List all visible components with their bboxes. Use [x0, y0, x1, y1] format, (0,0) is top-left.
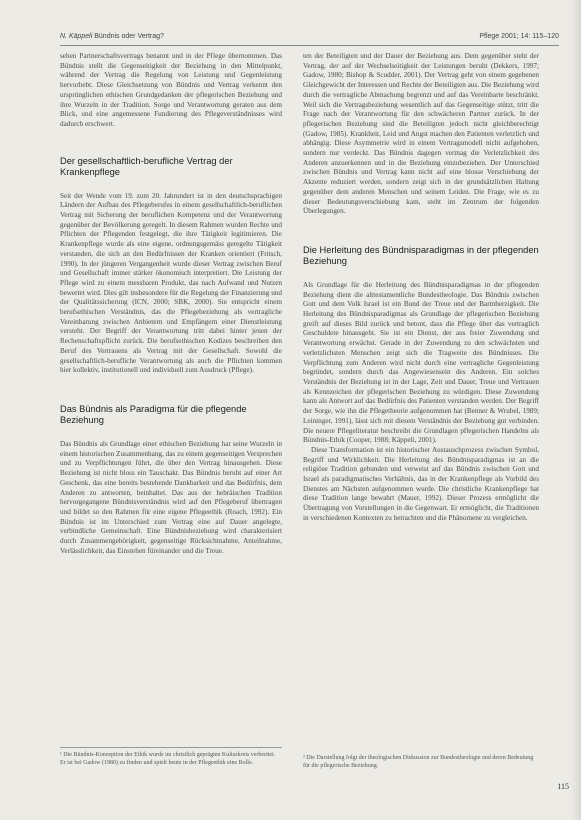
footnote-right — [303, 755, 539, 770]
section-heading-vertrag: Der gesellschaftlich-berufliche Vertrag der Krankenpflege — [60, 155, 233, 177]
running-head-left — [60, 33, 164, 40]
page-number: 115 — [557, 782, 569, 791]
journal-citation: Pflege 2001; 14: 115–120 — [479, 33, 559, 40]
body-paragraph-herleitung: Als Grundlage für die Herleitung des Bündnisparadigmas in der pflegenden Beziehung dient die alttestamentliche Bundestheologie. Das Bündnis zwischen Gott und dem Volk Israel ist ein Bund der Treue und der Barmherzigkeit. Die Herleitung des Bündnisparadigmas als Grundlage der pflegerischen Beziehung greift auf dieses Bild zurück und betont, dass die Pflege über das vertraglich Geschuldete hinausgeht. Sie ist ein Dienst, der aus freier Zuwendung und Verantwortung erwächst. Gerade in der Zuwendung zu den schwächsten und verletzlichsten Menschen zeigt sich die Tragweite des Bündnisses. Die Verpflichtung zum Anderen wird nicht durch eine vertragliche Gegenleistung begründet, sondern durch das Angewiesensein des Anderen. Ein solches Verständnis der Beziehung ist in der Lage, Zeit und Dauer, Treue und Vertrauen als Kennzeichen der pflegerischen Beziehung zu würdigen. Diese Zuwendung kann als Antwort auf das Bedürfnis des Patienten verstanden werden. Der Begriff der Sorge, wie ihn die Pflegetheorie aufgenommen hat (Benner & Wrubel, 1989; Leininger, 1991), lässt sich mit diesem Verständnis der Beziehung gut verbinden. Die neuere Pflegeliteratur beschreibt die Grundlagen pflegerischen Handelns als Bündnis-Ethik (Cooper, 1988; Käppeli, 2001). — [303, 280, 539, 445]
footnote-text-2: ² Die Darstellung folgt der theologischen Diskussion zur Bundestheologie und deren Bedeutung für die pflegerische Beziehung. — [303, 755, 534, 769]
left-column — [60, 52, 282, 556]
body-paragraph-continued: ten der Beteiligten und der Dauer der Beziehung aus. Dem gegenüber steht der Vertrag, der auf der Wechselseitigkeit der Leistungen beruht (Dekkers, 1997; Gadow, 1980; Bishop & Scudder, 2001). Der Vertrag geht von einem gegebenen Gleichgewicht der Interessen und Rechte der Beteiligten aus. Die Beziehung wird durch die vertragliche Abmachung begrenzt und auf das Vereinbarte beschränkt. Weil sich die Vertragsbeziehung wesentlich auf das Gegenseitige stützt, tritt die Frage nach der Verantwortung für den schwächeren Partner zurück. In der pflegerischen Beziehung sind die Beteiligten jedoch nicht gleichberechtigt (Gadow, 1985). Krankheit, Leid und Angst machen den Patienten verletzlich und abhängig. Diese Asymmetrie wird in einem Vertragsmodell nicht aufgehoben, sondern nur verdeckt. Das Bündnis dagegen vermag die Verletzlichkeit des Anderen anzuerkennen und in die Beziehung einzubeziehen. Der Unterschied zwischen Bündnis und Vertrag kann nicht auf eine blosse Verschiebung der Akzente reduziert werden, sondern zeigt sich in der grundsätzlichen Haltung gegenüber dem anderen Menschen und seinem Leiden. Die Frage, wie es zu dieser Bedeutungsverschiebung kam, steht im Zentrum der folgenden Überlegungen. — [303, 52, 539, 216]
author-name: N. Käppeli — [60, 33, 93, 40]
body-paragraph-buendnis: Das Bündnis als Grundlage einer ethischen Beziehung hat seine Wurzeln in einem historischen Zusammenhang, das zu einem gegenseitigen Versprechen und zu Verpflichtungen führt, die über den Vertrag hinausgehen. Diese Beziehung ist nicht bloss ein Tauschakt. Das Bündnis beruht auf einer Art Geschenk, das eine bereits bestehende Dankbarkeit und das Bedürfnis, dem Anderen zu antworten, beinhaltet. Das aus der hebräischen Tradition hervorgegangene Bündnisverständnis wird auf den Pflegeberuf übertragen und bildet so den Rahmen für eine eigene Pflegeethik (Roach, 1992). Ein Bündnis ist im Unterschied zum Vertrag eine auf Dauer angelegte, verbindliche Gemeinschaft. Eine Bündnisbeziehung wird charakterisiert durch Zusammengehörigkeit, gegenseitige Rücksichtnahme, Anteilnahme, Verlässlichkeit, das Einstehen füreinander und die Treue. — [60, 439, 282, 555]
running-head — [60, 33, 559, 46]
section-heading-buendnis: Das Bündnis als Paradigma für die pflegende Beziehung — [60, 403, 247, 425]
section-heading-herleitung: Die Herleitung des Bündnisparadigmas in der pflegenden Beziehung — [303, 244, 539, 266]
body-paragraph-vertrag: Seit der Wende vom 19. zum 20. Jahrundert ist in den deutschsprachigen Ländern der Aufbau des Pflegeberufes in einem gesellschaftlich-beruflichen Vertrag mit Sicherung der beruflichen Kompetenz und der Verantwortung gegenüber der Bevölkerung geregelt. In diesem Rahmen wurden Rechte und Pflichten der Pflegenden festgelegt, die ihre Tätigkeit legitimieren. Die Krankenpflege wurde als eine eigene, ordnungsgemäss geregelte Tätigkeit verstanden, die sich an den Bedürfnissen der Kranken orientiert (Fritsch, 1990). In der jüngeren Vergangenheit wurde dieser Vertrag zwischen Beruf und Gesellschaft immer stärker ökonomisch interpretiert. Die Leistung der Pflege wird zu einem messbaren Produkt, das nach Aufwand und Nutzen bewertet wird. Dies gilt insbesondere für die Regelung der Finanzierung und der Qualitätssicherung (ICN, 2000; SBK, 2000). Sie entspricht einem berufsethischen Verständnis, das die Pflegebeziehung als vertragliche Vereinbarung zwischen Anbietern und Empfängern einer Dienstleistung versteht. Der Begriff der Verantwortung tritt dabei hinter jenen der Rechenschaftspflicht zurück. Die berufsethischen Kodizes beschreiben den Beruf des Vertrauens als Vertrag mit der Gesellschaft. Sowohl die gesellschaftlich-berufliche Verantwortung als auch die Pflichten kommen hier kollektiv, institutionell und individuell zum Ausdruck (Pflege). — [60, 191, 282, 375]
footnote-left — [60, 747, 282, 767]
body-paragraph-transformation: Diese Transformation ist ein historischer Austauschprozess zwischen Symbol, Begriff und Wirklichkeit. Die Herleitung des Bündnisparadigmas ist an die religiöse Tradition gebunden und verweist auf das Bündnis zwischen Gott und Israel als paradigmatisches Verhältnis, das in der Krankenpflege als Vorbild des Dienstes am Nächsten aufgenommen wurde. Die christliche Krankenpflege hat diese Tradition lange bewahrt (Mauer, 1992). Dieser Prozess ermöglicht die Übertragung von Vorstellungen in die Gegenwart. Er ermöglicht, die Traditionen in verschiedenen Kontexten zu betrachten und die Phänomene zu vergleichen. — [303, 445, 539, 522]
right-column — [303, 52, 539, 524]
footnote-text-1: ¹ Die Bündnis-Konzeption der Ethik wurde im christlich geprägten Kulturkreis verbreitet. Er ist bei Gadow (1980) zu finden und spielt heute in der Pflegeethik eine Rolle. — [60, 752, 276, 766]
intro-paragraph: sehen Partnerschaftsvertrags benannt und in der Pflege übernommen. Das Bündnis stellt die Gegenseitigkeit der Beziehung in den Mittelpunkt, während der Vertrag die Regelung von Leistung und Gegenleistung hervorhebt. Diese Gleichsetzung von Bündnis und Vertrag verkennt den ursprünglichen ethischen Grundgedanken der pflegerischen Beziehung und ihre Wurzeln in der Tradition. Sorge und Verantwortung geraten aus dem Blick, und eine angemessene Fundierung des Pflegeverständnisses wird dadurch erschwert. — [60, 52, 282, 128]
article-title: Bündnis oder Vertrag? — [94, 33, 164, 40]
page-edge-shadow — [571, 0, 581, 820]
